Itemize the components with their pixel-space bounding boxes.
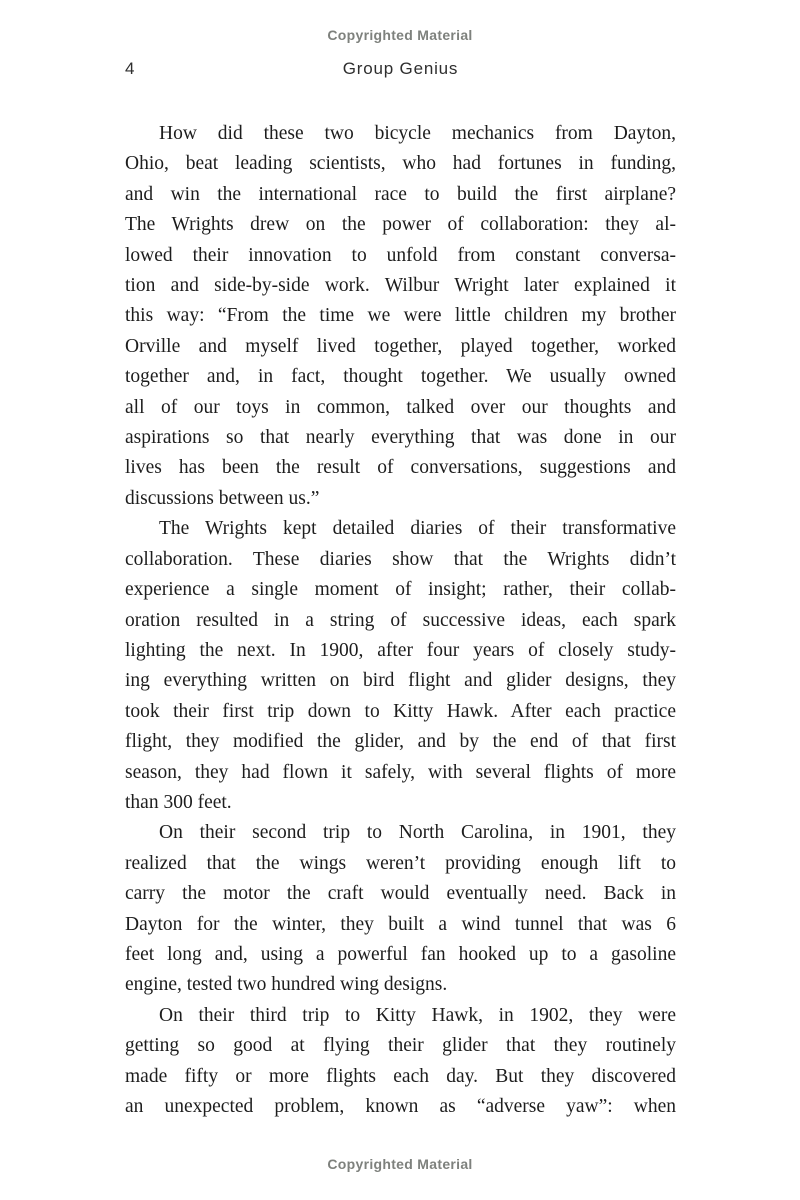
body-line: feet long and, using a powerful fan hooked up to a gasoline [125,943,676,965]
copyright-notice-bottom: Copyrighted Material [327,1156,473,1172]
body-line: made fifty or more flights each day. But they discovered [125,1065,676,1087]
paragraph-3 [125,818,676,1000]
page-header [125,59,676,79]
body-line: How did these two bicycle mechanics from Dayton, [159,123,676,144]
paragraph-1 [125,119,676,514]
body-text [125,119,676,1122]
body-line: tion and side-by-side work. Wilbur Wright later explained it [125,275,676,297]
body-line: Dayton for the winter, they built a wind tunnel that was 6 [125,913,676,935]
body-line: On their second trip to North Carolina, in 1901, they [159,822,676,844]
body-line: this way: “From the time we were little children my brother [125,305,676,327]
running-head: Group Genius [342,59,459,78]
body-line: getting so good at flying their glider that they routinely [125,1035,676,1057]
body-line: lowed their innovation to unfold from constant conversa- [125,244,676,266]
body-line: discussions between us.” [125,487,320,509]
body-line: realized that the wings weren’t providing enough lift to [125,852,676,874]
body-line: together and, in fact, thought together. We usually owned [125,366,676,388]
body-line: lighting the next. In 1900, after four years of closely study- [125,639,676,661]
paragraph-4 [125,1001,676,1123]
body-line: Ohio, beat leading scientists, who had fortunes in funding, [125,153,676,175]
body-line: oration resulted in a string of successive ideas, each spark [125,609,676,631]
body-line: than 300 feet. [125,791,232,813]
body-line: ing everything written on bird flight and glider designs, they [125,670,676,692]
body-line: Orville and myself lived together, played together, worked [125,335,676,357]
body-line: On their third trip to Kitty Hawk, in 1902, they were [159,1004,676,1026]
body-line: took their first trip down to Kitty Hawk. After each practice [125,700,676,722]
body-line: aspirations so that nearly everything that was done in our [125,427,676,449]
page-number: 4 [125,59,135,78]
body-line: The Wrights kept detailed diaries of their transformative [159,518,676,540]
paragraph-2 [125,514,676,818]
body-line: season, they had flown it safely, with several flights of more [125,761,676,783]
body-line: engine, tested two hundred wing designs. [125,974,448,996]
body-line: flight, they modified the glider, and by the end of that first [125,731,676,753]
copyright-notice-top: Copyrighted Material [327,27,473,43]
body-line: all of our toys in common, talked over our thoughts and [125,396,676,418]
body-line: an unexpected problem, known as “adverse yaw”: when [125,1096,676,1117]
body-line: collaboration. These diaries show that the Wrights didn’t [125,548,676,570]
body-line: The Wrights drew on the power of collaboration: they al- [125,214,676,236]
body-line: carry the motor the craft would eventually need. Back in [125,883,676,905]
body-line: experience a single moment of insight; rather, their collab- [125,579,676,601]
body-line: and win the international race to build the first airplane? [125,183,676,205]
body-line: lives has been the result of conversations, suggestions and [125,457,676,479]
